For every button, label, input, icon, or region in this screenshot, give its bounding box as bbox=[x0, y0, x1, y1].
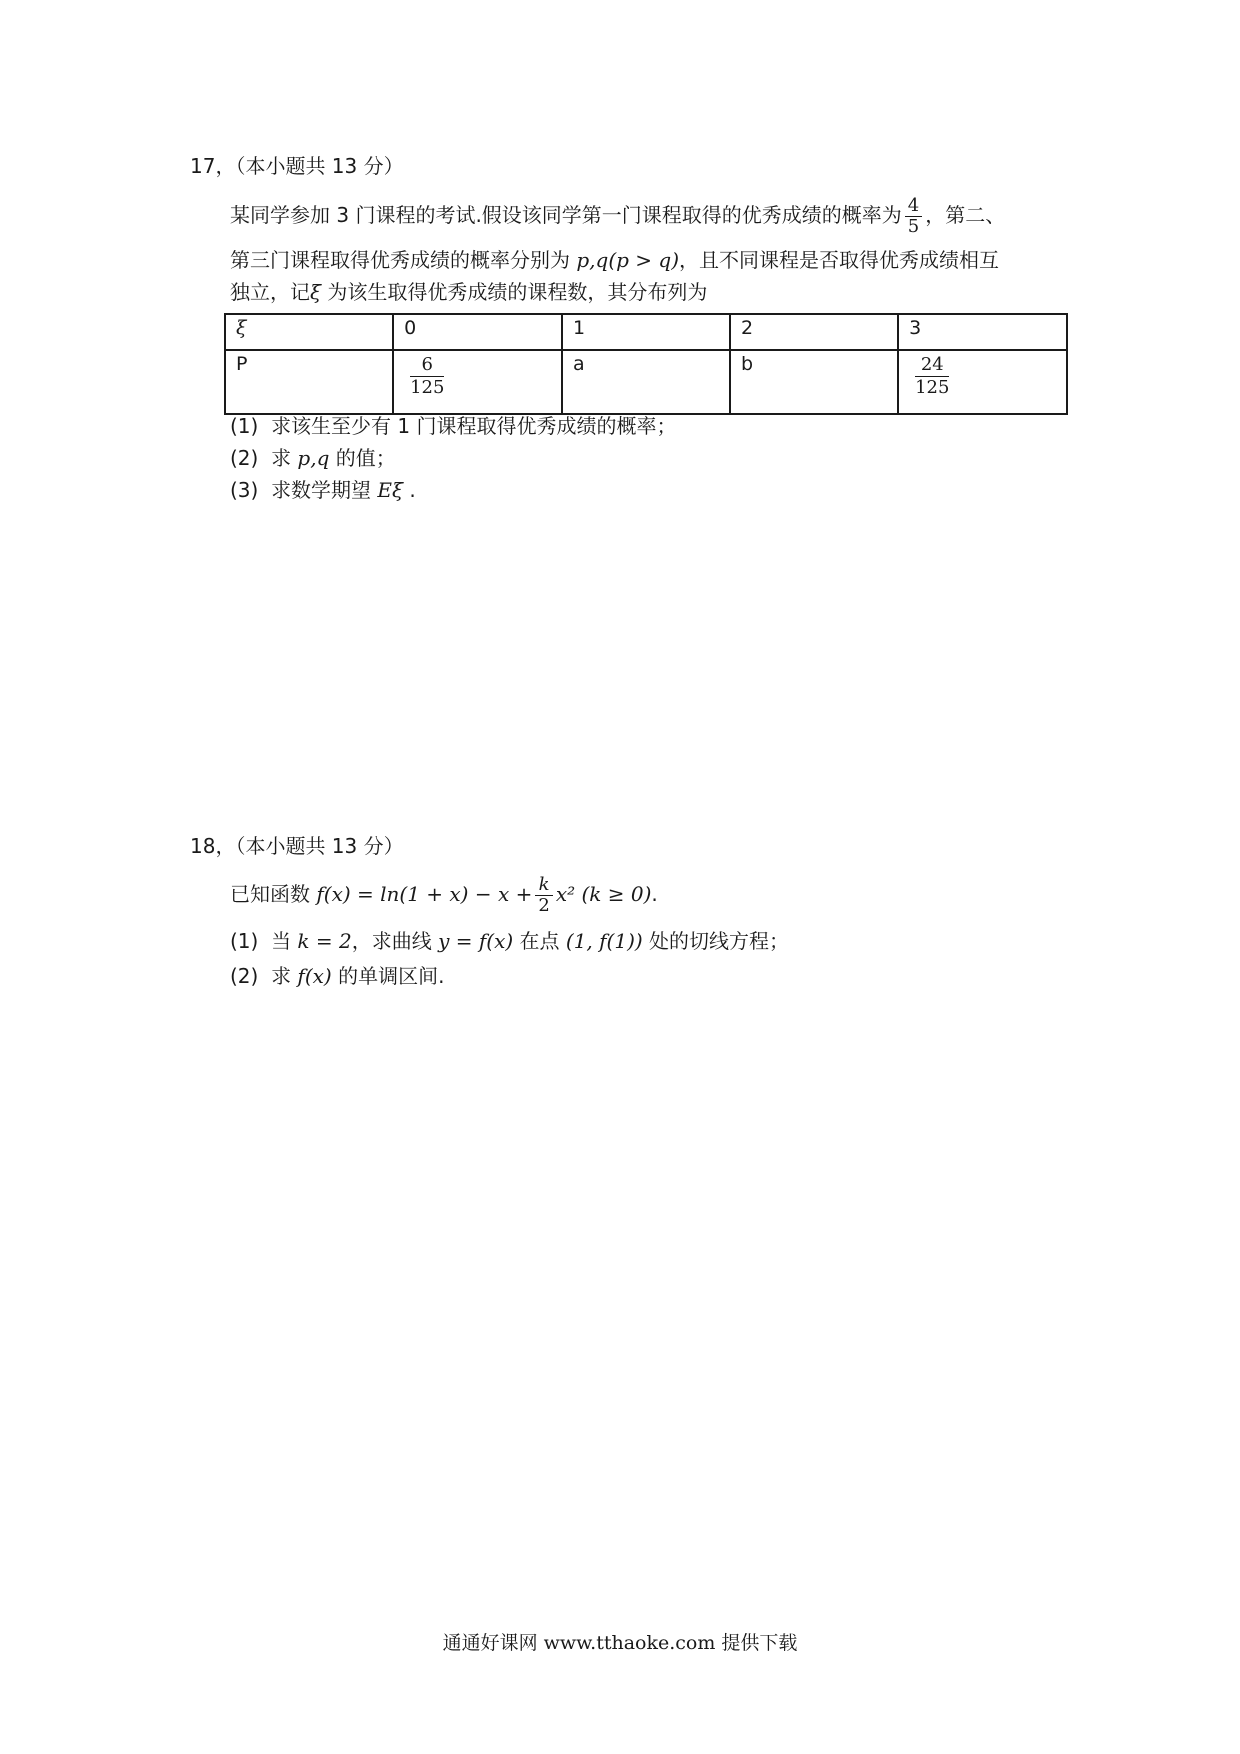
table-cell-p2: b bbox=[730, 350, 898, 414]
q17-line2: 第三门课程取得优秀成绩的概率分别为 p,q(p > q)，且不同课程是否取得优秀成绩相互 bbox=[230, 248, 1000, 272]
q17-sub3: (3) 求数学期望 Eξ . bbox=[230, 478, 416, 502]
table-row bbox=[225, 350, 1067, 414]
table-cell: 1 bbox=[562, 314, 730, 350]
fraction-24-125: $\frac{24}{125}$ bbox=[915, 354, 950, 398]
q17-fraction-four-fifths: $\frac{4}{5}$ bbox=[905, 196, 922, 237]
table-cell-p1: a bbox=[562, 350, 730, 414]
table-cell: 3 bbox=[898, 314, 1067, 350]
table-row bbox=[225, 314, 1067, 350]
q18-sub1: (1) 当 k = 2，求曲线 y = f(x) 在点 (1, f(1)) 处的切线方程； bbox=[230, 929, 790, 953]
table-cell-p0 bbox=[393, 350, 562, 414]
page-footer bbox=[0, 1628, 1240, 1655]
q17-math-pq: p,q(p > q) bbox=[576, 248, 680, 272]
q18-fraction-k-2: $\frac{k}{2}$ bbox=[535, 875, 552, 916]
q17-sub2: (2) 求 p,q 的值； bbox=[230, 446, 396, 470]
q18-sub2: (2) 求 f(x) 的单调区间. bbox=[230, 964, 445, 988]
q17-math-xi: ξ bbox=[310, 280, 322, 304]
footer-text: 通通好课网 www.tthaoke.com 提供下载 bbox=[442, 1632, 798, 1654]
table-cell: 0 bbox=[393, 314, 562, 350]
q17-header bbox=[190, 152, 404, 180]
q17-line1-tail: ，第二、 bbox=[925, 203, 1006, 227]
table-cell-xi: ξ bbox=[225, 314, 393, 350]
q17-line1 bbox=[230, 190, 1005, 240]
q18-intro: 已知函数 f(x) = ln(1 + x) − x + $\frac{k}{2}$ x² (k ≥ 0). bbox=[230, 874, 658, 916]
q17-sub1: (1) 求该生至少有 1 门课程取得优秀成绩的概率； bbox=[230, 414, 677, 438]
q17-header-text: 17，（本小题共 13 分） bbox=[190, 154, 404, 178]
table-cell-p-label: P bbox=[225, 350, 393, 414]
table-cell: 2 bbox=[730, 314, 898, 350]
q18-header bbox=[190, 832, 404, 860]
q18-header-text: 18，（本小题共 13 分） bbox=[190, 834, 404, 858]
q18-math-function: f(x) = ln(1 + x) − x + bbox=[316, 882, 533, 906]
table-cell-p3 bbox=[898, 350, 1067, 414]
q17-line1-text: 某同学参加 3 门课程的考试.假设该同学第一门课程取得的优秀成绩的概率为 bbox=[230, 203, 902, 227]
q17-line3: 独立，记ξ 为该生取得优秀成绩的课程数，其分布列为 bbox=[230, 280, 708, 304]
distribution-table bbox=[224, 313, 1068, 415]
fraction-6-125: $\frac{6}{125}$ bbox=[410, 354, 445, 398]
